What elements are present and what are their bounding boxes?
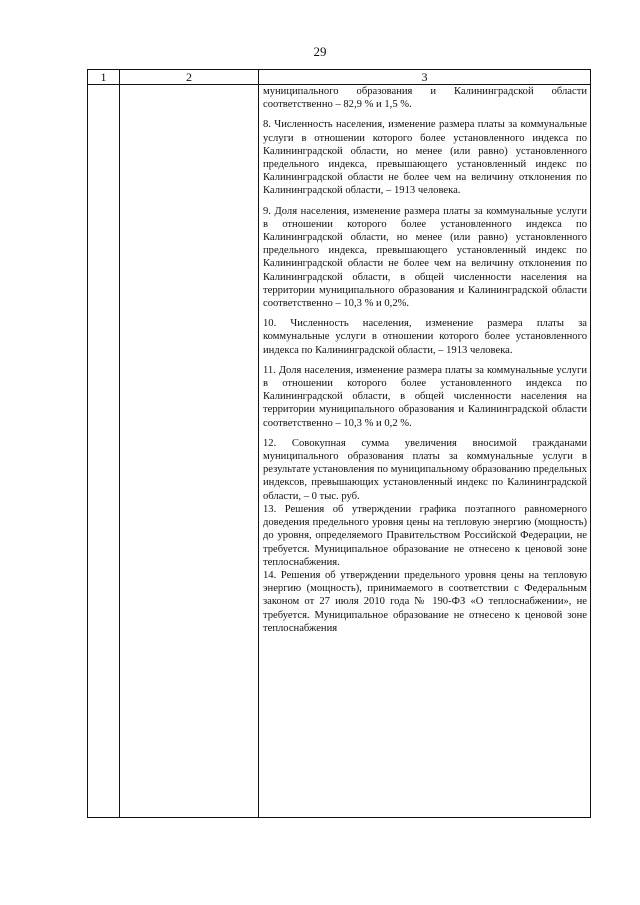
paragraph-item-11: 11. Доля населения, изменение размера платы за коммунальные услуги в отношении которого более установленного индекса по Калининградской области, в общей численности населения на территории муниципального образования и Калининградской области соответственно – 10,3 % и 0,2 %. bbox=[263, 364, 587, 429]
paragraph-item-8: 8. Численность населения, изменение размера платы за коммунальные услуги в отношении которого более установленного индекса по Калининградской области, но менее (или равно) установленного предельного индекса, превышающего установленный индекс по Калининградской области не более чем на величину отклонения по Калининградской области, – 1913 человека. bbox=[263, 119, 587, 197]
column-header-2: 2 bbox=[120, 70, 259, 85]
paragraph-item-10: 10. Численность населения, изменение размера платы за коммунальные услуги в отношении которого более установленного индекса по Калининградской области, – 1913 человека. bbox=[263, 318, 587, 356]
column-header-3: 3 bbox=[259, 70, 591, 85]
cell-col-3 bbox=[259, 85, 591, 818]
paragraph-item-12: 12. Совокупная сумма увеличения вносимой гражданами муниципального образования платы за коммунальные услуги в результате установления по муниципальному образованию предельных индексов, превышающих установленный индекс по Калининградской области, – 0 тыс. руб. bbox=[263, 437, 587, 502]
cell-col-1 bbox=[88, 85, 120, 818]
table-body-row bbox=[88, 85, 591, 818]
paragraph-item-9: 9. Доля населения, изменение размера платы за коммунальные услуги в отношении которого более установленного индекса по Калининградской области, но менее (или равно) установленного предельного индекса, превышающего установленный индекс по Калининградской области не более чем на величину отклонения по Калининградской области, в общей численности населения на территории муниципального образования и Калининградской области соответственно – 10,3 % и 0,2%. bbox=[263, 205, 587, 310]
table-header-row bbox=[88, 70, 591, 85]
cell-col-2 bbox=[120, 85, 259, 818]
paragraph-continuation: муниципального образования и Калининградской области соответственно – 82,9 % и 1,5 %. bbox=[263, 86, 587, 111]
paragraph-item-13: 13. Решения об утверждении графика поэтапного равномерного доведения предельного уровня цены на тепловую энергию (мощность) до уровня, определяемого Правительством Российской Федерации, не требуется. Муниципальное образование не отнесено к ценовой зоне теплоснабжения. bbox=[263, 503, 587, 568]
column-header-1: 1 bbox=[88, 70, 120, 85]
paragraph-item-14: 14. Решения об утверждении предельного уровня цены на тепловую энергию (мощность), принимаемого в соответствии с Федеральным законом от 27 июля 2010 года № 190-ФЗ «О теплоснабжении», не требуется. Муниципальное образование не отнесено к ценовой зоне теплоснабжения bbox=[263, 569, 587, 634]
page-number: 29 bbox=[313, 44, 327, 59]
document-table bbox=[87, 69, 591, 818]
